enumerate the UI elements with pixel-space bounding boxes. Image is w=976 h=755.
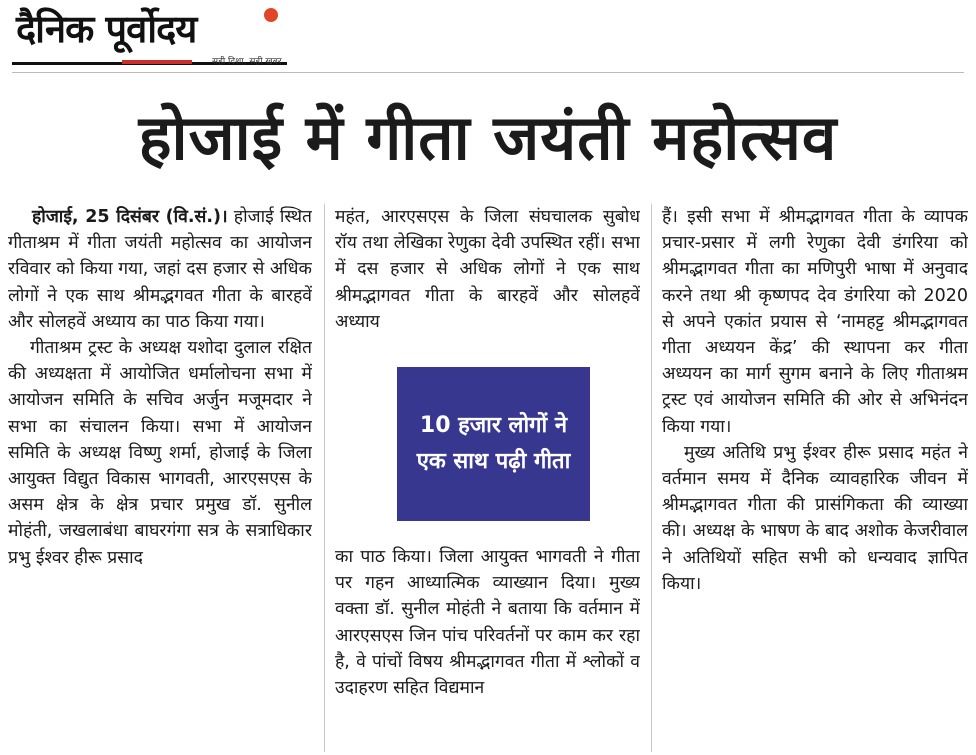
article-headline: होजाई में गीता जयंती महोत्सव — [138, 101, 838, 174]
pull-quote-text: 10 हजार लोगों ने एक साथ पढ़ी गीता — [416, 413, 571, 474]
article-paragraph: हैं। इसी सभा में श्रीमद्भागवत गीता के व्यापक प्रचार-प्रसार में लगी रेणुका देवी डंगरिया को श्रीमद्भागवत गीता का मणिपुरी भाषा में अनुवाद करने तथा श्री कृष्णपद देव डंगरिया को 2020 से अपने एकांत प्रयास से ‘नामहट्ट श्रीमद्भागवत गीता अध्ययन केंद्र’ की स्थापना कर गीता अध्ययन का मार्ग सुगम बनाने के लिए गीताश्रम ट्रस्ट एवं आयोजन समिति की ओर से अभिनंदन किया गया। — [662, 207, 968, 437]
logo-dot-icon — [264, 8, 278, 22]
masthead-tagline: सही दिशा, सही खबर — [212, 57, 282, 67]
article-paragraph: का पाठ किया। जिला आयुक्त भागवती ने गीता पर गहन आध्यात्मिक व्याख्यान दिया। मुख्य वक्ता डॉ. सुनील मोहंती ने बताया कि वर्तमान में आरएसएस जिन पांच परिवर्तनों पर काम कर रहा है, वे पांचों विषय श्रीमद्भागवत गीता में श्लोकों व उदाहरण सहित विद्यमान — [335, 547, 640, 699]
logo-red-bar — [122, 60, 192, 64]
article-column-3 — [662, 204, 968, 755]
article-paragraph: गीताश्रम ट्रस्ट के अध्यक्ष यशोदा दुलाल रक्षित की अध्यक्षता में आयोजित धर्मालोचना सभा में आयोजन समिति के सचिव अर्जुन मजूमदार ने सभा का संचालन किया। सभा में आयोजन समिति के अध्यक्ष विष्णु शर्मा, होजाई के जिला आयुक्त विद्युत विकास भागवती, आरएसएस के असम क्षेत्र के क्षेत्र प्रचार प्रमुख डॉ. सुनील मोहंती, जखलाबंधा बाघरगंगा सत्र के सत्राधिकार प्रभु ईश्वर हीरू प्रसाद — [8, 338, 312, 568]
column-divider — [324, 204, 325, 752]
column-divider — [651, 204, 652, 752]
dateline: होजाई, 25 दिसंबर (वि.सं.)। — [32, 207, 228, 227]
paragraph-text: होजाई स्थित गीताश्रम में गीता जयंती महोत्सव का आयोजन रविवार को किया गया, जहां दस हजार से अधिक लोगों ने एक साथ श्रीमद्भगवत गीता के बारहवें और सोलहवें अध्याय का पाठ किया गया। — [8, 207, 312, 332]
header-divider — [12, 72, 964, 73]
article-column-2-top — [335, 204, 640, 354]
newspaper-logo: दैनिक पूर्वोदय — [16, 7, 197, 51]
article-paragraph — [8, 204, 312, 335]
masthead — [12, 4, 287, 72]
article-column-1 — [8, 204, 312, 755]
article-paragraph: महंत, आरएसएस के जिला संघचालक सुबोध रॉय तथा लेखिका रेणुका देवी उपस्थित रहीं। सभा में दस हजार से अधिक लोगों ने एक साथ श्रीमद्भागवत गीता के बारहवें और सोलहवें अध्याय — [335, 207, 640, 332]
article-column-2-bottom — [335, 544, 640, 755]
pull-quote-box — [397, 367, 590, 521]
article-paragraph: मुख्य अतिथि प्रभु ईश्वर हीरू प्रसाद महंत ने वर्तमान समय में दैनिक व्यावहारिक जीवन में श्रीमद्भागवत गीता की प्रासंगिकता की व्याख्या की। अध्यक्ष के भाषण के बाद अशोक केजरीवाल ने अतिथियों सहित सभी को धन्यवाद ज्ञापित किया। — [662, 442, 968, 594]
